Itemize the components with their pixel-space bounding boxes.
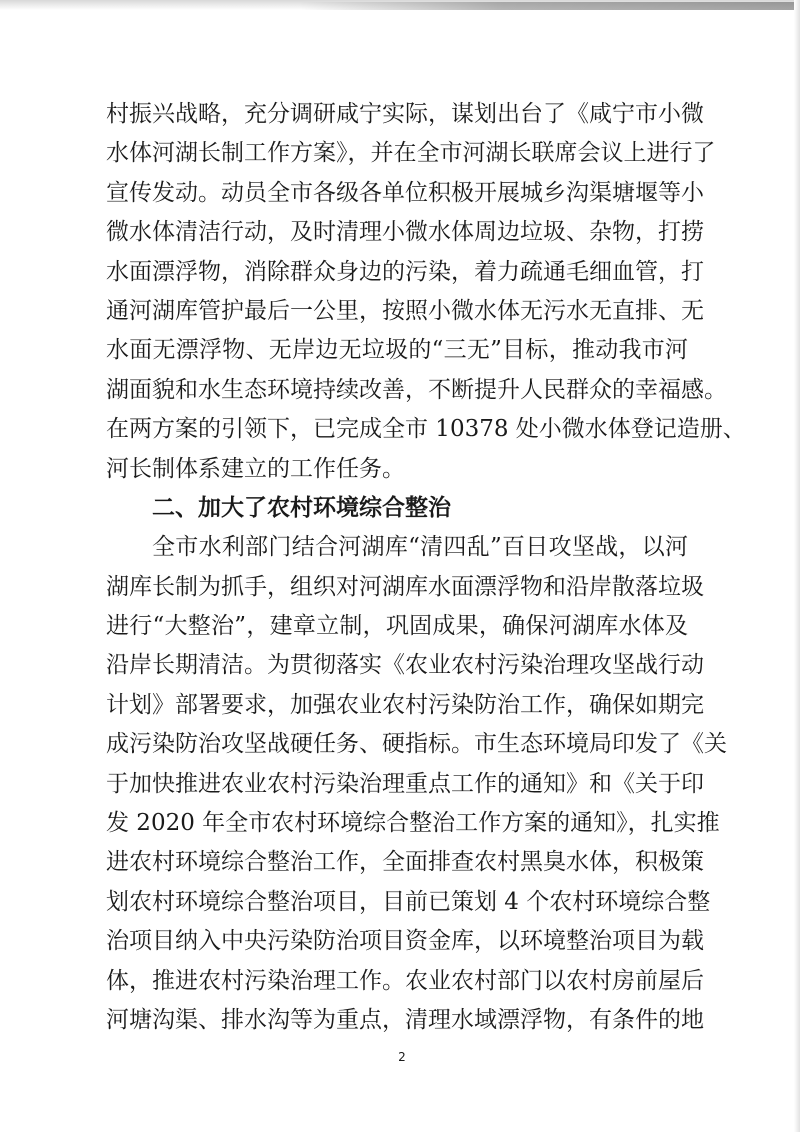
text-line: 村振兴战略，充分调研咸宁实际，谋划出台了《咸宁市小微 (106, 101, 704, 127)
text-line: 沿岸长期清洁。为贯彻落实《农业农村污染治理攻坚战行动 (106, 652, 704, 678)
text-line: 进行“大整治”，建章立制，巩固成果，确保河湖库水体及 (106, 613, 688, 639)
page-number: 2 (398, 1050, 406, 1064)
text-line: 河塘沟渠、排水沟等为重点，清理水域漂浮物，有条件的地 (106, 1007, 704, 1033)
text-line: 水面无漂浮物、无岸边无垃圾的“三无”目标，推动我市河 (106, 337, 688, 363)
text-line: 于加快推进农业农村污染治理重点工作的通知》和《关于印 (106, 771, 704, 797)
text-line: 湖面貌和水生态环境持续改善，不断提升人民群众的幸福感。 (106, 377, 727, 403)
text-line: 宣传发动。动员全市各级各单位积极开展城乡沟渠塘堰等小 (106, 180, 704, 206)
section-heading: 二、加大了农村环境综合整治 (152, 495, 451, 521)
text-line: 计划》部署要求，加强农业农村污染防治工作，确保如期完 (106, 692, 704, 718)
text-line: 划农村环境综合整治项目，目前已策划 4 个农村环境综合整 (106, 889, 711, 915)
text-line: 成污染防治攻坚战硬任务、硬指标。市生态环境局印发了《关 (106, 731, 727, 757)
scan-smudge (300, 2, 800, 10)
scan-edge-right (794, 0, 800, 1132)
text-line: 体，推进农村污染治理工作。农业农村部门以农村房前屋后 (106, 968, 704, 994)
text-line: 河长制体系建立的工作任务。 (106, 456, 405, 482)
text-line: 水面漂浮物，消除群众身边的污染，着力疏通毛细血管，打 (106, 259, 704, 285)
text-line: 通河湖库管护最后一公里，按照小微水体无污水无直排、无 (106, 298, 704, 324)
text-line: 全市水利部门结合河湖库“清四乱”百日攻坚战，以河 (152, 534, 688, 560)
text-line: 治项目纳入中央污染防治项目资金库，以环境整治项目为载 (106, 928, 704, 954)
text-line: 在两方案的引领下，已完成全市 10378 处小微水体登记造册、 (106, 416, 746, 442)
text-line: 发 2020 年全市农村环境综合整治工作方案的通知》，扎实推 (106, 810, 720, 836)
text-line: 湖库长制为抓手，组织对河湖库水面漂浮物和沿岸散落垃圾 (106, 574, 704, 600)
text-line: 微水体清洁行动，及时清理小微水体周边垃圾、杂物，打捞 (106, 219, 704, 245)
text-line: 水体河湖长制工作方案》，并在全市河湖长联席会议上进行了 (106, 140, 716, 166)
text-line: 进农村环境综合整治工作，全面排查农村黑臭水体，积极策 (106, 849, 704, 875)
